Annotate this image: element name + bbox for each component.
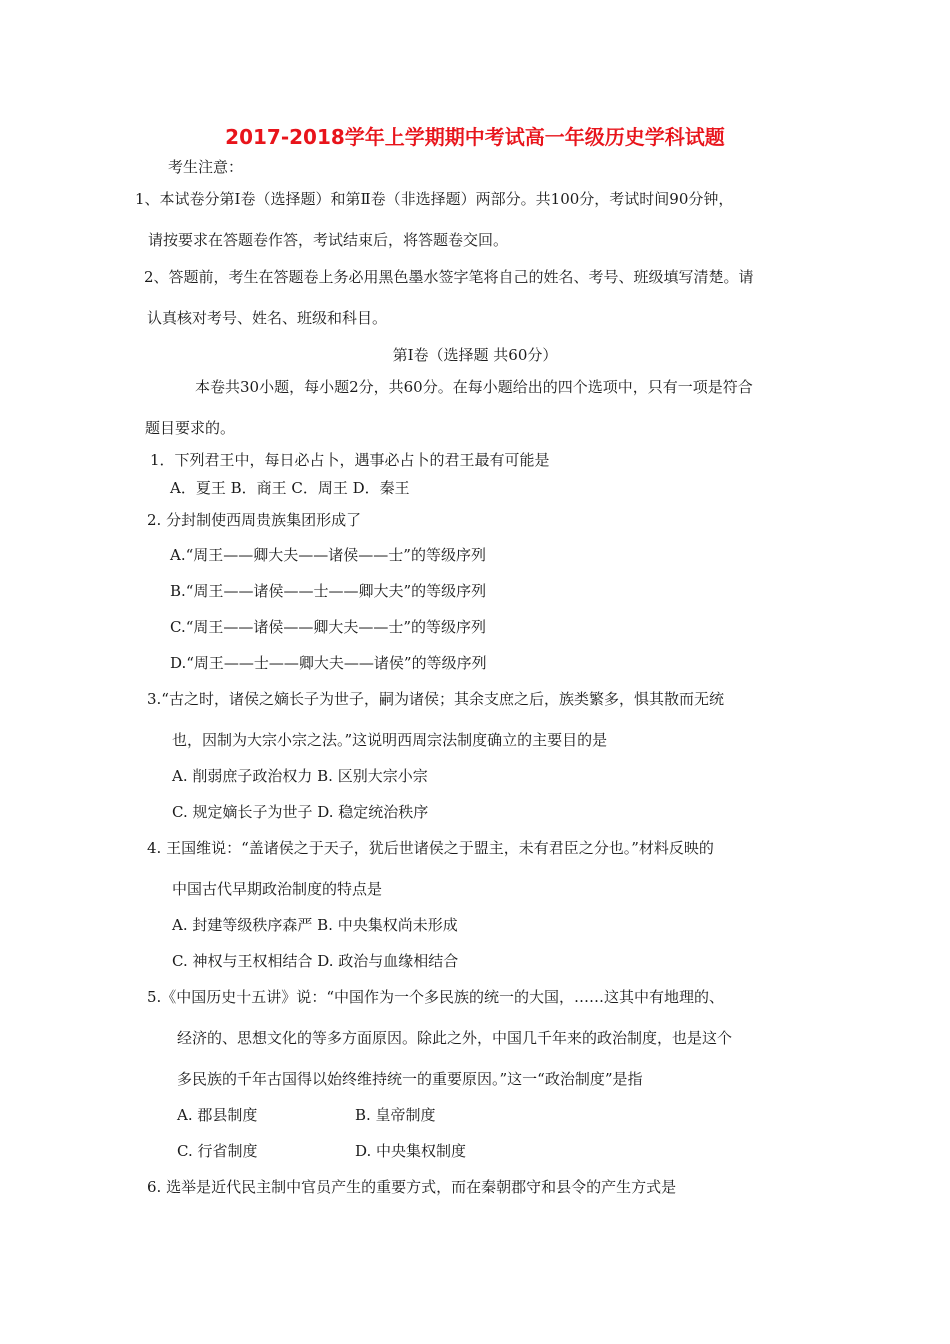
notice-item-2: 2、答题前，考生在答题卷上务必用黑色墨水签字笔将自己的姓名、考号、班级填写清楚。请 — [144, 268, 754, 286]
question-5-option-b: B. 皇帝制度 — [355, 1106, 436, 1124]
question-5-stem-cont-1: 经济的、思想文化的等多方面原因。除此之外，中国几千年来的政治制度，也是这个 — [177, 1029, 733, 1047]
question-2-option-c: C.“周王——诸侯——卿大夫——士”的等级序列 — [170, 618, 487, 636]
question-4-stem-cont: 中国古代早期政治制度的特点是 — [172, 880, 383, 898]
question-3-options-ab: A. 削弱庶子政治权力 B. 区别大宗小宗 — [172, 767, 428, 785]
question-3-stem: 3.“古之时，诸侯之嫡长子为世子，嗣为诸侯；其余支庶之后，族类繁多，惧其散而无统 — [147, 690, 724, 708]
question-4-options-cd: C. 神权与王权相结合 D. 政治与血缘相结合 — [172, 952, 459, 970]
question-5-option-c: C. 行省制度 — [177, 1142, 258, 1160]
question-4-options-ab: A. 封建等级秩序森严 B. 中央集权尚未形成 — [172, 916, 458, 934]
question-3-stem-cont: 也，因制为大宗小宗之法。”这说明西周宗法制度确立的主要目的是 — [172, 731, 608, 749]
question-1-stem: 1．下列君王中，每日必占卜，遇事必占卜的君王最有可能是 — [150, 451, 550, 469]
section-intro-cont: 题目要求的。 — [145, 419, 236, 437]
question-5-stem: 5.《中国历史十五讲》说：“中国作为一个多民族的统一的大国，……这其中有地理的、 — [147, 988, 724, 1006]
section-title: 第Ⅰ卷（选择题 共60分） — [392, 346, 558, 364]
question-4-stem: 4. 王国维说：“盖诸侯之于天子，犹后世诸侯之于盟主，未有君臣之分也。”材料反映的 — [147, 839, 714, 857]
question-1-options: A．夏王 B．商王 C．周王 D．秦王 — [170, 479, 410, 497]
question-6-stem: 6. 选举是近代民主制中官员产生的重要方式，而在秦朝郡守和县令的产生方式是 — [147, 1178, 677, 1196]
section-intro: 本卷共30小题，每小题2分，共60分。在每小题给出的四个选项中，只有一项是符合 — [195, 378, 753, 396]
question-2-option-b: B.“周王——诸侯——士——卿大夫”的等级序列 — [170, 582, 487, 600]
question-2-option-a: A.“周王——卿大夫——诸侯——士”的等级序列 — [170, 546, 486, 564]
notice-heading: 考生注意： — [168, 158, 244, 176]
question-5-stem-cont-2: 多民族的千年古国得以始终维持统一的重要原因。”这一“政治制度”是指 — [177, 1070, 643, 1088]
notice-item-1-cont: 请按要求在答题卷作答，考试结束后，将答题卷交回。 — [148, 231, 509, 249]
exam-title: 2017-2018学年上学期期中考试高一年级历史学科试题 — [225, 125, 725, 149]
question-2-stem: 2. 分封制使西周贵族集团形成了 — [147, 511, 362, 529]
question-5-option-d: D. 中央集权制度 — [355, 1142, 467, 1160]
question-5-option-a: A. 郡县制度 — [177, 1106, 258, 1124]
question-3-options-cd: C. 规定嫡长子为世子 D. 稳定统治秩序 — [172, 803, 429, 821]
question-2-option-d: D.“周王——士——卿大夫——诸侯”的等级序列 — [170, 654, 487, 672]
notice-item-2-cont: 认真核对考号、姓名、班级和科目。 — [147, 309, 388, 327]
notice-item-1: 1、本试卷分第Ⅰ卷（选择题）和第Ⅱ卷（非选择题）两部分。共100分，考试时间90分钟， — [135, 190, 734, 208]
